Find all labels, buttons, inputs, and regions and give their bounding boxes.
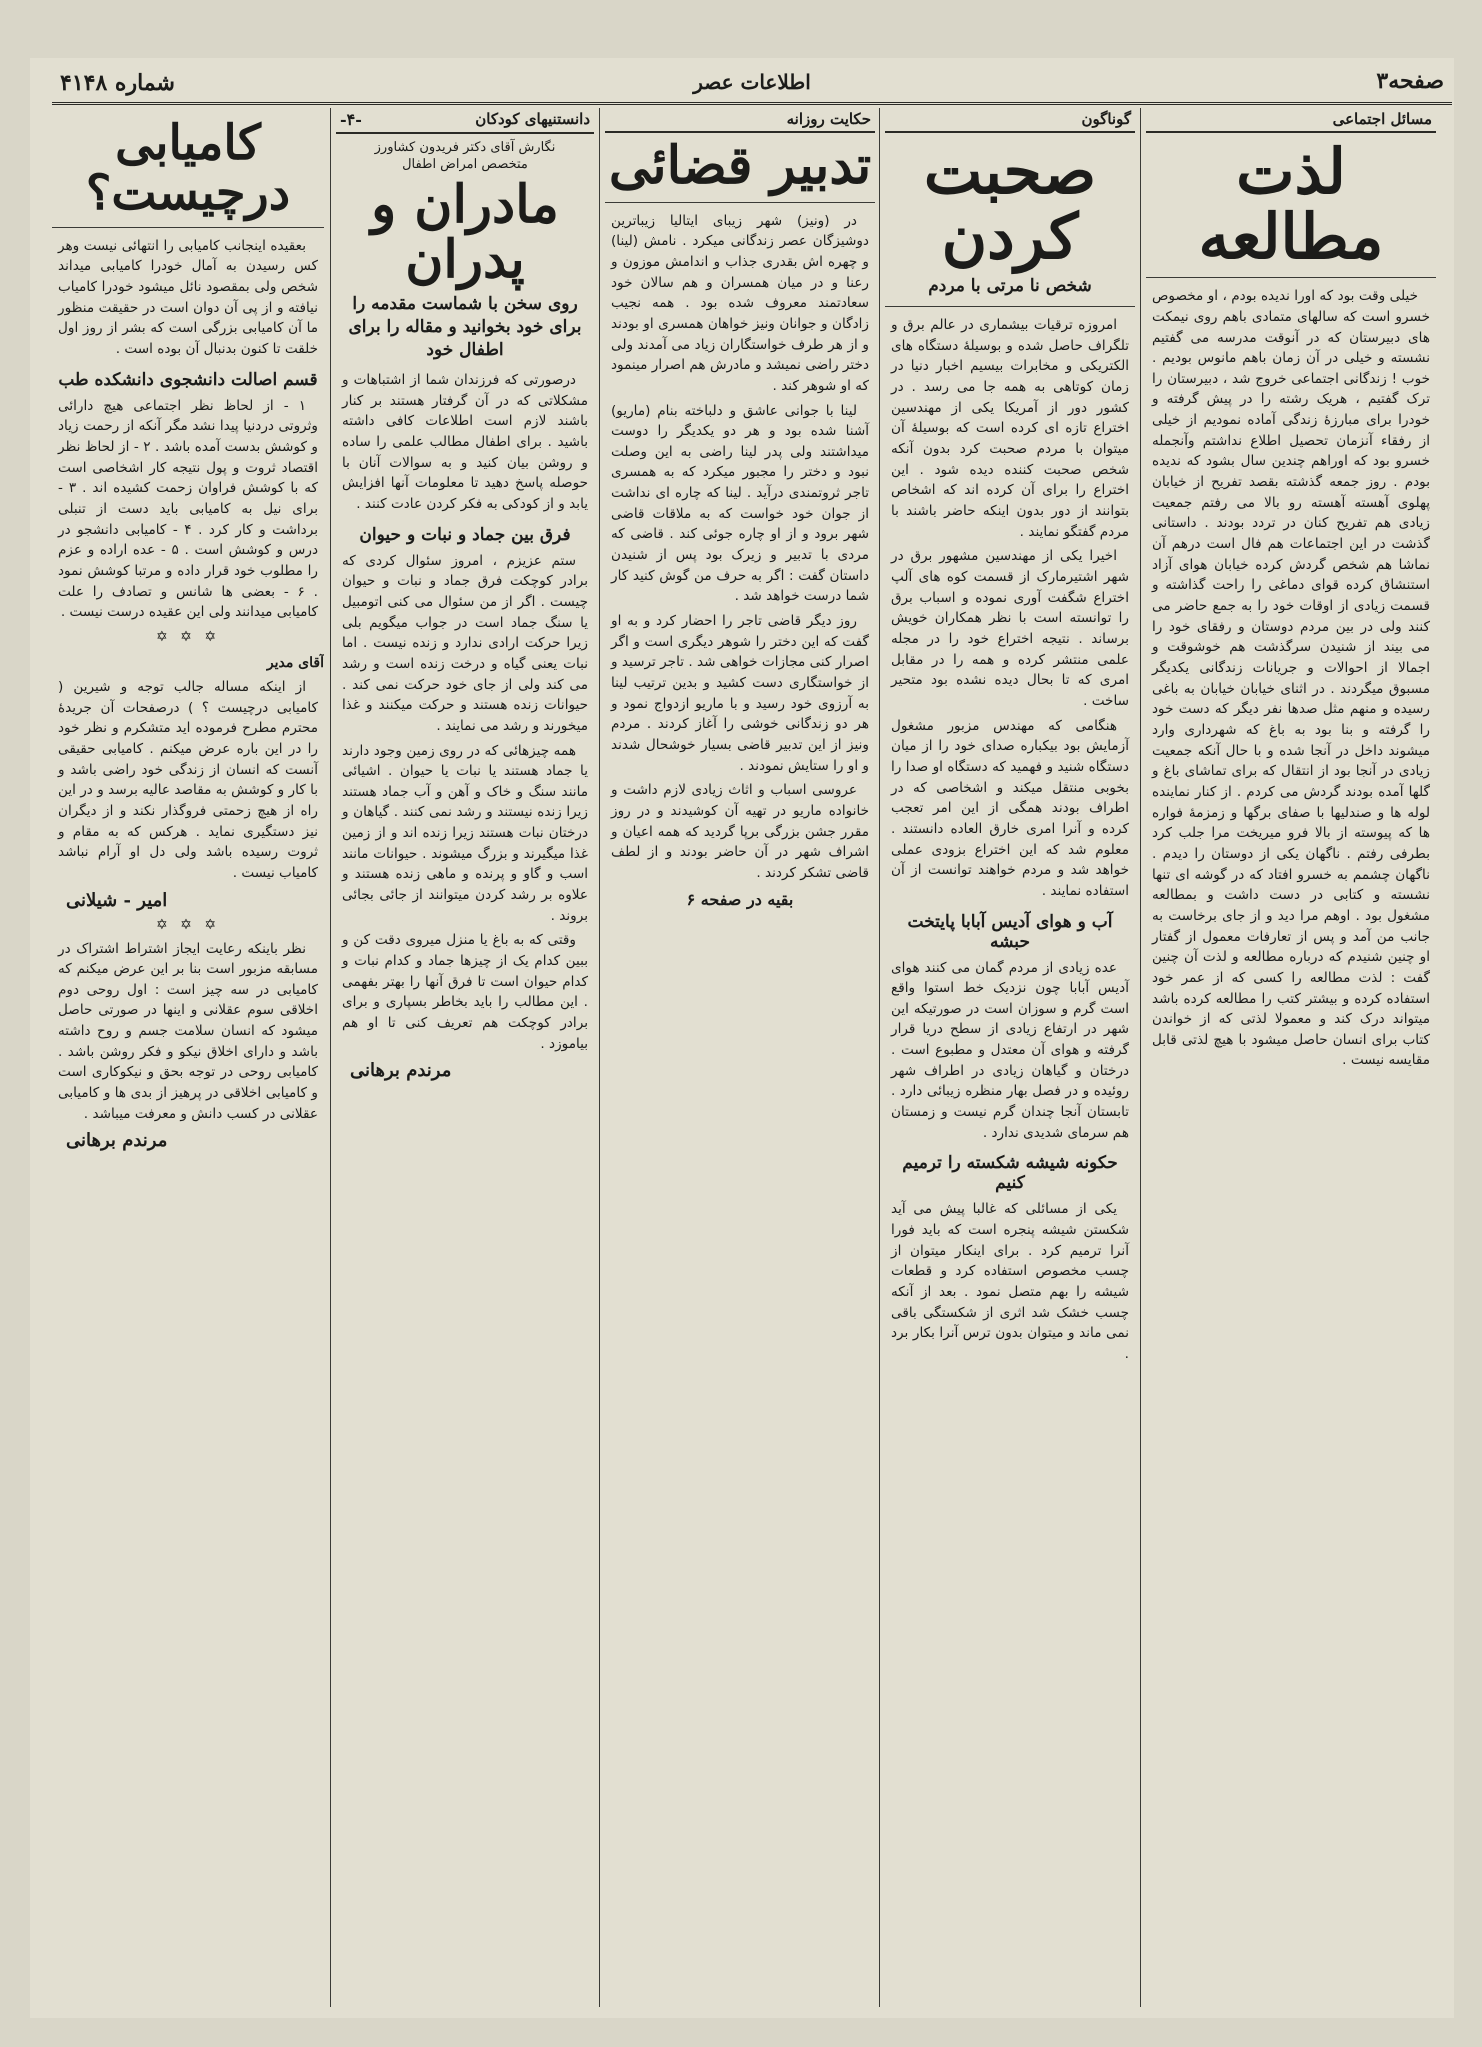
- byline: نگارش آقای دکتر فریدون کشاورز: [374, 140, 556, 155]
- article-subhead: روی سخن با شماست مقدمه را برای خود بخوانید و مقاله را برای اطفال خود: [348, 294, 582, 361]
- column-divider: [599, 108, 600, 2007]
- column-social-issues: [1146, 108, 1436, 2007]
- section-kicker: حکایت روزانه: [605, 108, 875, 133]
- signature: امیر - شیلانی: [66, 889, 168, 911]
- issue-label: شماره ۴۱۴۸: [60, 70, 175, 96]
- section-heading: آقای مدیر: [266, 654, 324, 671]
- column-success: کامیابی درچیست؟ بعقیده اینجانب کامیابی را انتهائی نیست وهر کس رسیدن به آمال خودرا کامیابی میداند شخص ولی بمقصود نائل میشود خودرا کامیاب نیافته و از پی آن دوان است در حقیقت منظور ما آن کامیابی بزرگی است که بشر از روز اول خلقت تا کنون بدنبال آن بوده است . قسم اصالت دانشجوی دانشکده طب ۱ - از لحاظ نظر اجتماعی هیچ دارائی وثروتی دردنیا پیدا نشد مگر آنکه از رحمت زیاد و کوشش بدست آمده باشد . ۲ - از لحاظ نظر اقتصاد ثروت و پول نتیجه کار اشخاصی است که با کوشش فراوان زحمت کشیده اند . ۳ - برای نیل به کامیابی باید دست از تنبلی برداشت و کار کرد . ۴ - کامیابی دانشجو در درس و کوشش است . ۵ - عده اراده و عزم را مطلوب خود قرار داده و مرتبا کوشش نمود . ۶ - بعضی ها شانس و تصادف را علت کامیابی میدانند ولی این عقیده درست نیست . ✡ ✡ ✡ آقای مدیر از اینکه مساله جالب توجه و شیرین ( کامیابی درچیست ؟ ) درصفحات آن جریدهٔ محترم مطرح فرموده اید متشکرم و نظر خود را در این باره عرض میکنم . کامیابی حقیقی آنست که انسان از زندگی خود راضی باشد و با کار و کوشش به مقاصد عالیه برسد و در این راه از هیچ زحمتی فروگذار نکند و از دیگران نیز دستگیری نماید . هرکس که به مقام و ثروت رسیده باشد ولی دل او آرام نباشد کامیاب نیست . امیر - شیلانی ✡ ✡ ✡ نظر باینکه رعایت ایجاز اشتراط اشتراک در مسابقه مزبور است بنا بر این عرض میکنم که کامیابی در سه چیز است : اول روحی دوم اخلاقی سوم عقلانی و اینها در صورتی حاصل میشود که انسان سلامت جسم و روح داشته باشد و دارای اخلاق نیکو و فکر روشن باشد . کامیابی روحی در توجه بحق و نیکوکاری است و کامیابی اخلاقی در پرهیز از بدی ها و کامیابی عقلانی در کسب دانش و معرفت میباشد . مرندم برهانی: [52, 108, 324, 2007]
- article-headline: مادران و پدران: [371, 174, 559, 290]
- section-kicker: دانستنیهای کودکان -۴-: [336, 108, 594, 134]
- part-number: -۴-: [340, 110, 362, 129]
- section-heading: آب و هوای آدیس آبابا پایتخت حبشه: [907, 911, 1113, 952]
- paper-name: اطلاعات عصر: [693, 70, 811, 94]
- column-divider: [1140, 108, 1141, 2007]
- section-kicker: مسائل اجتماعی: [1146, 108, 1436, 133]
- section-heading: فرق بین جماد و نبات و حیوان: [359, 524, 571, 545]
- masthead: [52, 62, 1452, 105]
- article-headline: کامیابی درچیست؟: [85, 115, 291, 222]
- section-heading: قسم اصالت دانشجوی دانشکده طب: [58, 369, 318, 390]
- column-daily-story: [605, 108, 875, 2007]
- article-body: بعقیده اینجانب کامیابی را انتهائی نیست وهر کس رسیدن به آمال خودرا کامیابی میداند شخص ولی بمقصود نائل میشود خودرا کامیاب نیافته و از پی آن دوان است در حقیقت منظور ما آن کامیابی بزرگی است که بشر از روز اول خلقت تا کنون بدنبال آن بوده است .: [58, 237, 318, 358]
- signature: مرندم برهانی: [350, 1060, 452, 1082]
- article-headline: تدبیر قضائی: [608, 135, 872, 196]
- article-body: خیلی وقت بود که اورا ندیده بودم ، او مخصوص خسرو است که سالهای متمادی باهم روی نیمکت های دبیرستان که در آنوقت مدرسه می گفتیم نشسته و خیلی در آن زمان باهم مانوس بودیم . خوب ! زندگانی اجتماعی خروج شد ، دبیرستان را ترک گفتیم ، هریک رشته را در پیش گرفته و خودرا برای مبارزهٔ زندگی آماده نمودیم از خیلی از رفقاء آنزمان تحصیل اطلاع نداشتم وآنجمله خسرو بود که اوراهم چندین سال بشود که ندیده بودم . روز جمعه گذشته بقصد تفریح از خیابان پهلوی آهسته آهسته رو بالا می رفتم جمعیت زیادی هم تفریح کنان در تردد بودند . داستانی گذشت در این اجتماعات هم فال است درهم آن نماشا هم شخص گردش کرده خیابان هوای آزاد استنشاق کرده قوای دماغی را راحت گذاشته و قسمت زیادی از اوقات خود را به جمع حاضر می کنند ولی در بین مردم دوستان و رفقای خود را می بیند از شنیدن سرگذشت هم خوشوقت و اجمالا از احوالات و جریانات زندگانی یکدیگر مسبوق میگردند . در اثنای خیابان خیابان به باغی رسیده و منهم مثل صدها نفر دیگر که دست خود را گرفته و بنا بود به باغ که شهرداری وارد میشوند داخل در آنجا شده و با حال آنکه جمعیت زیادی در آنجا بود از انتقال که برای تماشای باغ و گلها آمده بودند گردش می کردم . از کنار نماینده لوله ها و صندلیها با صفای برگها و زمزمهٔ فواره ها که پیوسته از بالا فرو میریخت مرا جلب کرد بطرفی رفتم . ناگهان یکی از دوستان را دیدم . ناگهان چشمم به خسرو افتاد که در گوشه ای تنها نشسته و کتابی در دست داشت و بمطالعه مشغول بود . اوهم مرا دید و از جای برخاست به جانب من آمد و پس از تعارفات معمول از گفتار او چنین شنیدم که درباره مطالعه و لذت آن چنین گفت : لذت مطالعه را کسی که از عمر خود استفاده کرده و بیشتر کتب را مطالعه کرده باشد میتواند درک کند و معمولا لذتی که از خواندن کتاب برای انسان حاصل میشود با هیچ لذتی قابل مقایسه نیست .: [1152, 288, 1430, 1069]
- article-body: درصورتی که فرزندان شما از اشتباهات و مشکلاتی که در آن گرفتار هستند بر کنار باشند لازم است اطلاعات کافی داشته باشید . برای اطفال مطالب علمی را ساده و روشن بیان کنید و به سوالات آنان با حوصله پاسخ دهید تا معلومات آنها افزایش یابد و از کودکی به فکر کردن عادت کنند .: [342, 372, 588, 512]
- continued-note: بقیه در صفحه ۶: [686, 889, 794, 909]
- section-heading: حکونه شیشه شکسته را ترمیم کنیم: [902, 1153, 1118, 1194]
- column-divider: [879, 108, 880, 2007]
- article-headline: صحبت کردن: [923, 135, 1097, 274]
- page-label: صفحه۳: [1376, 68, 1444, 94]
- article-headline: لذت مطالعه: [1198, 135, 1384, 274]
- column-children-knowledge: دانستنیهای کودکان -۴- نگارش آقای دکتر فریدون کشاورز متخصص امراض اطفال مادران و پدران روی سخن با شماست مقدمه را برای خود بخوانید و مقاله را برای اطفال خود درصورتی که فرزندان شما از اشتباهات و مشکلاتی که در آن گرفتار هستند بر کنار باشند لازم است اطلاعات کافی داشته باشید . برای اطفال مطالب علمی را ساده و روشن بیان کنید و به سوالات آنان با حوصله پاسخ دهید تا معلومات آنها افزایش یابد و از کودکی به فکر کردن عادت کنند . فرق بین جماد و نبات و حیوان ستم عزیزم ، امروز سئوال کردی که برادر کوچکت فرق جماد و نبات و حیوان چیست . اگر از من سئوال می کنی اتومبیل یا سنگ جماد است در جواب میگویم بلی زیرا حرکت ارادی ندارد و زنده نیست . اما نبات یعنی گیاه و درخت زنده است و رشد می کند ولی از جای خود حرکت نمی کند . حیوانات زنده هستند و حرکت میکنند و غذا میخورند و رشد می نمایند . همه چیزهائی که در روی زمین وجود دارند یا جماد هستند یا نبات یا حیوان . اشیائی مانند سنگ و خاک و آهن و آب جماد هستند زیرا زنده نیستند و رشد نمی کنند . گیاهان و درختان نبات هستند زیرا زنده اند و از زمین غذا میگیرند و بزرگ میشوند . حیوانات مانند اسب و گاو و پرنده و ماهی زنده هستند و علاوه بر رشد کردن میتوانند از جائی بجائی بروند . وقتی که به باغ یا منزل میروی دقت کن و ببین کدام یک از چیزها جماد و کدام نبات و کدام حیوان است تا فرق آنها را بهتر بفهمی . این مطالب را باید بخاطر بسپاری و برای برادر کوچکت هم تعریف کنی تا او هم بیاموزد . مرندم برهانی: [336, 108, 594, 2007]
- section-kicker: گوناگون: [885, 108, 1135, 133]
- column-divider: [330, 108, 331, 2007]
- article-subhead: شخص نا مرتی با مردم: [928, 276, 1092, 297]
- article-body: امروزه ترقیات بیشماری در عالم برق و تلگراف حاصل شده و بوسیلهٔ دستگاه های الکتریکی و مخابرات بیسیم اخبار دنیا در زمان کوتاهی به همه جا می رسد . در کشور دور از آمریکا یکی از مهندسین اختراع تازه ای کرده است که بوسیلهٔ آن میتوان با مردم صحبت کرد بدون آنکه شخص صحبت کننده دیده شود . این اختراع را برای آن کرده اند که اشخاص بتوانند از دور بدون اینکه حاضر باشند با مردم گفتگو نمایند . اخیرا یکی از مهندسین مشهور برق در شهر اشتیرمارک از قسمت کوه های آلپ اختراع شگفت آوری نموده و اسباب برق را توانسته است با نظر همکاران خویش برساند . نتیجه اختراع خود را در مجله علمی منتشر کرده و همه را در مقابل امری که تا بحال دیده نشده بود متحیر ساخت . هنگامی که مهندس مزبور مشغول آزمایش بود بیکباره صدای خود را از میان دستگاه شنید و فهمید که دستگاه او صدا را بخوبی منتقل میکند و اشخاصی که در اطراف بودند همگی از این امر تعجب کرده و آنرا امری خارق العاده دانستند . معلوم شد که این اختراع بزودی عملی خواهد شد و مردم خواهند توانست از آن استفاده نمایند .: [891, 317, 1129, 899]
- article-body: در (ونیز) شهر زیبای ایتالیا زیباترین دوشیزگان عصر زندگانی میکرد . نامش (لینا) و چهره اش بقدری جذاب و اندامش موزون و رعنا و در میان همسران و هم سالان خود سعادتمند معروف شده بود . همه نجیب زادگان و جوانان ونیز خواهان همسری او بودند و از هر طرف خواستگاران زیاد می آمدند ولی دختر راضی نمیشد و مادرش هم اصرار مینمود که او شوهر کند . لینا با جوانی عاشق و دلباخته بنام (ماریو) آشنا شده بود و هر دو یکدیگر را دوست میداشتند ولی پدر لینا راضی به این وصلت نبود و دختر را مجبور میکرد که به همسری تاجر ثروتمندی درآید . لینا که چاره ای نداشت از جوان خود خواست که به ملاقات قاضی شهر برود و از او چاره جوئی کند . قاضی که مردی با تدبیر و زیرک بود پس از شنیدن داستان گفت : اگر به حرف من گوش کنید کار شما درست خواهد شد . روز دیگر قاضی تاجر را احضار کرد و به او گفت که این دختر را شوهر دیگری است و اگر اصرار کنی مجازات خواهی شد . تاجر ترسید و از خواستگاری دست کشید و بدین ترتیب لینا به آرزوی خود رسید و با ماریو ازدواج نمود و هر دو زندگانی خوشی را آغاز کردند . مردم ونیز از این تدبیر قاضی بسیار خوشحال شدند و او را ستایش نمودند . عروسی اسباب و اثاث زیادی لازم داشت و خانواده ماریو در تهیه آن کوشیدند و در روز مقرر جشن بزرگی برپا گردید که همه اعیان و اشراف شهر در آن حاضر بودند و از لطف قاضی تشکر کردند .: [611, 212, 869, 881]
- column-miscellaneous: گوناگون صحبت کردن شخص نا مرتی با مردم امروزه ترقیات بیشماری در عالم برق و تلگراف حاصل شده و بوسیلهٔ دستگاه های الکتریکی و مخابرات بیسیم اخبار دنیا در زمان کوتاهی به همه جا می رسد . در کشور دور از آمریکا یکی از مهندسین اختراع تازه ای کرده است که بوسیلهٔ آن میتوان با مردم صحبت کرد بدون آنکه شخص صحبت کننده دیده شود . این اختراع را برای آن کرده اند که اشخاص بتوانند از دور بدون اینکه حاضر باشند با مردم گفتگو نمایند . اخیرا یکی از مهندسین مشهور برق در شهر اشتیرمارک از قسمت کوه های آلپ اختراع شگفت آوری نموده و اسباب برق را توانسته است با نظر همکاران خویش برساند . نتیجه اختراع خود را در مجله علمی منتشر کرده و همه را در مقابل امری که تا بحال دیده نشده بود متحیر ساخت . هنگامی که مهندس مزبور مشغول آزمایش بود بیکباره صدای خود را از میان دستگاه شنید و فهمید که دستگاه او صدا را بخوبی منتقل میکند و اشخاصی که در اطراف بودند همگی از این امر تعجب کرده و آنرا امری خارق العاده دانستند . معلوم شد که این اختراع بزودی عملی خواهد شد و مردم خواهند توانست از آن استفاده نمایند . آب و هوای آدیس آبابا پایتخت حبشه عده زیادی از مردم گمان می کنند هوای آدیس آبابا چون نزدیک خط استوا واقع است گرم و سوزان است در صورتیکه این شهر در ارتفاع زیادی از سطح دریا قرار گرفته و هوای آن معتدل و مطبوع است . درختان و گیاهان زیادی در اطراف شهر روئیده و در فصل بهار منظره زیبائی دارد . تابستان آنجا چندان گرم نیست و زمستان هم سرمای شدیدی ندارد . حکونه شیشه شکسته را ترمیم کنیم یکی از مسائلی که غالبا پیش می آید شکستن شیشه پنجره است که باید فورا آنرا ترمیم کرد . برای اینکار میتوان از چسب مخصوص استفاده کرد و قطعات شیشه را بهم متصل نمود . بعد از آنکه چسب خشک شد اثری از شکستگی باقی نمی ماند و میتوان بدون ترس آنرا بکار برد .: [885, 108, 1135, 2007]
- byline-title: متخصص امراض اطفال: [402, 157, 528, 172]
- separator-stars: ✡ ✡ ✡: [155, 916, 221, 933]
- separator-stars: ✡ ✡ ✡: [155, 628, 221, 645]
- signature: مرندم برهانی: [66, 1130, 168, 1152]
